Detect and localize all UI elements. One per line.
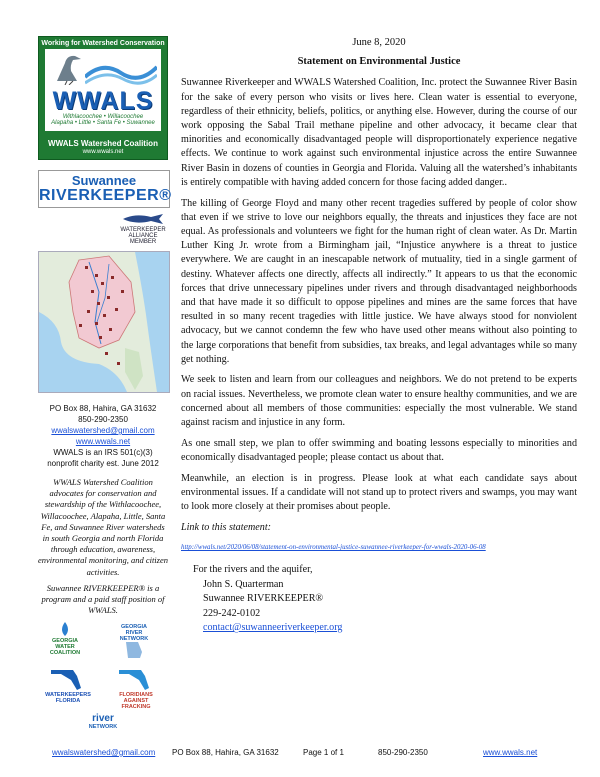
wwals-url: www.wwals.net <box>82 149 124 155</box>
georgia-river-network-logo: GEORGIA RIVER NETWORK <box>106 624 162 660</box>
waterkeepers-florida-logo: WATERKEEPERS FLORIDA <box>38 668 98 704</box>
signer-phone: 229-242-0102 <box>203 607 261 619</box>
statement-body <box>181 36 577 636</box>
link-heading: Link to this statement: <box>181 521 271 533</box>
signer-role: Suwannee RIVERKEEPER® <box>203 593 324 605</box>
georgia-water-coalition-logo: GEORGIA WATER COALITION <box>42 622 88 656</box>
wwals-wordmark: WWALS <box>52 87 154 115</box>
heron-icon <box>53 51 83 85</box>
footer-address: PO Box 88, Hahira, GA 31632 <box>172 748 279 757</box>
contact-phone: 850-290-2350 <box>78 415 128 424</box>
waterkeeper-alliance-badge: WATERKEEPER ALLIANCE MEMBER <box>118 213 168 245</box>
footer-phone: 850-290-2350 <box>378 748 428 757</box>
water-drop-icon <box>57 622 73 636</box>
closing-line: For the rivers and the aquifer, <box>193 564 313 576</box>
statement-date: June 8, 2020 <box>352 37 406 48</box>
paragraph-3: We seek to listen and learn from our colleagues and neighbors. We do not pretend to be experts on racial issues. Nevertheless, we promote clean water to ensure healthy communities, and we are concerned about all members of those communities: especially the most vulnerable. We stand against racism and injustice in any form. <box>181 374 577 429</box>
signer-email-link[interactable]: contact@suwanneeriverkeeper.org <box>203 622 343 634</box>
contact-address: PO Box 88, Hahira, GA 31632 <box>49 404 157 413</box>
mission-statement: WWALS Watershed Coalition advocates for conservation and stewardship of the Withlacoochee, Willacoochee, Alapaha, Little, Santa Fe, and Suwannee River watersheds in south Georgia and north Florida through education, awareness, environmental monitoring, and citizen activities. Suwannee RIVERKEEPER® is a program and a paid staff position of WWALS. <box>38 477 169 616</box>
florida-state-icon <box>51 668 85 690</box>
statement-link[interactable]: http://wwals.net/2020/06/08/statement-on-environmental-justice-suwannee-riverkeeper-for-wwals-2020-06-08 <box>181 544 486 551</box>
river-wave-icon <box>85 55 157 85</box>
georgia-state-icon <box>124 642 144 658</box>
footer-email-link[interactable]: wwalswatershed@gmail.com <box>52 748 156 757</box>
wwals-logo <box>38 36 168 160</box>
wwals-tagline: Working for Watershed Conservation <box>39 37 167 47</box>
fish-icon <box>121 213 165 225</box>
wwals-name: WWALS Watershed Coalition <box>48 139 158 148</box>
contact-status-2: nonprofit charity est. June 2012 <box>47 459 159 468</box>
watershed-map <box>38 251 170 393</box>
paragraph-1: Suwannee Riverkeeper and WWALS Watershed Coalition, Inc. protect the Suwannee River Basin for the sake of every person who visits or lives here. Clean water is essential to everyone, regardless of their ethnicity, beliefs, politics, or anything else. However, during the course of our work opposing the Sabal Trail methane pipeline and other advocacy, it became clear that minorities and economically disadvantaged people will disproportionately experience negative effects. We continue to work against such environmental injustice across the entire Suwannee River Basin in dozens of counties in Georgia and Florida. Valuing all the watershed’s inhabitants is entirely compatible with having added concern for those facing added danger.. <box>181 77 577 188</box>
paragraph-5: Meanwhile, an election is in progress. Please look at what each candidate says about environmental issues. If a candidate will not stand up to protect rivers and swamps, you may want to look more closely at their promises about people. <box>181 472 577 513</box>
statement-title: Statement on Environmental Justice <box>297 56 461 68</box>
signer-name: John S. Quarterman <box>203 578 284 590</box>
partner-logos <box>38 622 168 734</box>
footer-web-link[interactable]: www.wwals.net <box>483 748 538 757</box>
paragraph-4: As one small step, we plan to offer swimming and boating lessons especially to minorities and economically disadvantaged people; please contact us about that. <box>181 437 577 463</box>
florida-outline-icon <box>119 668 153 690</box>
contact-web-link[interactable]: www.wwals.net <box>75 437 131 446</box>
wwals-rivers: Withlacoochee • Willacoochee Alapaha • Little • Santa Fe • Suwannee <box>51 114 155 126</box>
floridians-against-fracking-logo: FLORIDIANS AGAINST FRACKING <box>108 668 164 710</box>
sidebar <box>38 36 172 734</box>
paragraph-2: The killing of George Floyd and many other recent tragedies suffered by people of color show that even if we strive to love our neighbors equally, the threats and injustices they face are not equal. As professionals and volunteers we fight for the human right of clean water. As Dr. Martin Luther King Jr. wrote from a Birmingham jail, “Injustice anywhere is a threat to justice everywhere. We are caught in an inescapable network of mutuality, tied in a single garment of destiny. Whatever affects one directly, affects all indirectly.” It appears to us that the economic forces that drive unnecessary pipelines under rivers and through disadvantaged neighborhoods and that have made it so difficult to oppose pipelines and mines are the same forces that have resulted in so many recent tragedies with little justice. We have always stood for nonviolent advocacy, but we cannot condemn the few who have used other means without also pointing to the large corporations that benefit from subsidies, tax breaks, and legal advantages while so many get nothing. <box>181 197 577 365</box>
sidebar-contact <box>38 403 168 469</box>
contact-status: WWALS is an IRS 501(c)(3) <box>53 448 153 457</box>
signature-block <box>193 563 577 636</box>
watershed-map-image <box>39 252 169 392</box>
river-network-logo: river NETWORK <box>88 713 118 731</box>
riverkeeper-logo: Suwannee RIVERKEEPER® <box>38 170 170 208</box>
footer-page-number: Page 1 of 1 <box>303 748 344 757</box>
contact-email-link[interactable]: wwalswatershed@gmail.com <box>51 426 155 435</box>
